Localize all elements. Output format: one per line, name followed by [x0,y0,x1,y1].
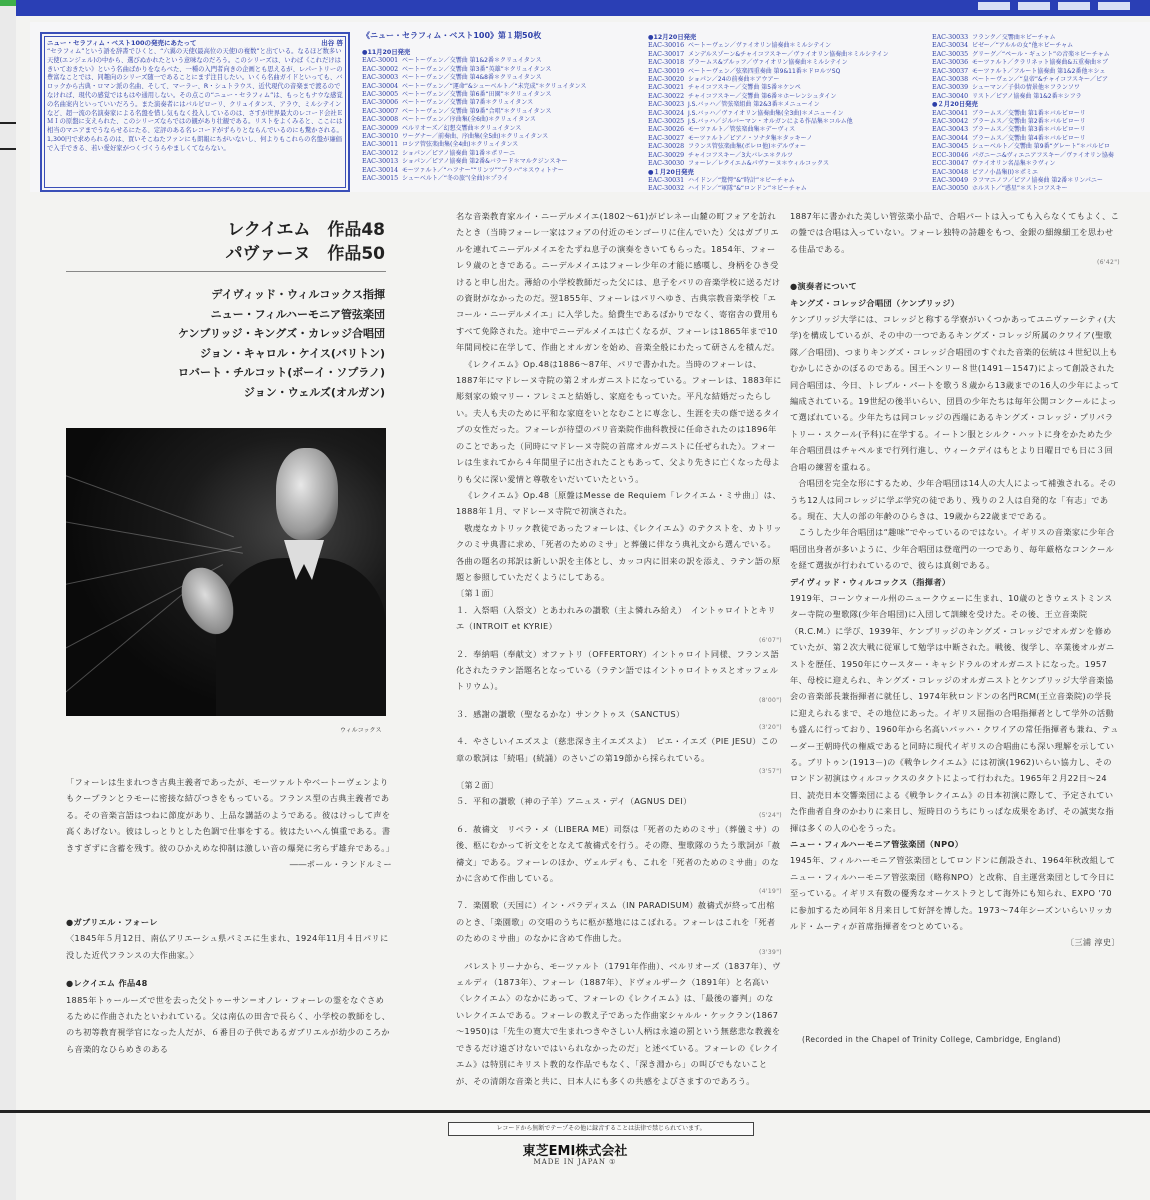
catalog-item [648,42,898,50]
track-time: (3'20") [759,724,782,732]
bottom-rule [0,1110,1150,1113]
catalog-item [362,74,642,82]
credit-line: ジョン・ウェルズ(オルガン) [243,385,385,399]
catalog-number: EAC-30006 [362,99,399,107]
catalog-item [932,110,1150,118]
intro-body: “セラフィム”という語を辞書でひくと、“六翼の天使(最高位の天使)の複数”と出ている。なるほど数多い天使(エンジェル)の中から、選びぬかれたという意味なのだろう。このシリーズは、いわば《これだけはきいておきたい》という名曲ばかりをならべた、一種の入門者向きの企画とも思えるが、レパートリーの豊富なことでは、同趣向のシリーズ随一であることにまず注目したい。いくら名曲ガイドといっても、バロックから古典・ロマン派の名曲、そして、マーラー、R・シュトラウス、近代現代の音楽まで渡るのでなければ、現代の感覚ではもはや通用しない。その点この“ニュー・セラフィム”は、もっともナウな感覚の名曲案内といっていいだろう。また演奏者にはバルビローリ、クリュイタンス、アラウ、ミルシテインなど、超一流の名演奏家による名盤を惜し気もなく投入しているのは、さすが世界最大のレコード会社ＥＭＩの原盤に支えられた、このシリーズならではの観があり壮観である。リストをよくみると、ここには相当のマニアまでうならせるにたる、定評のある名レコードがずらりとならんでいるのにも驚かされる。1,300円で求められるのは、買いそこねたファンにも朗報にちがいないし、何よりもこれらの名盤が廉価で入手できる、若い愛好家がつくづくうらやましくてならない。 [47,48,343,152]
catalog-number: EAC-30010 [362,133,399,141]
catalog-title: ベートーヴェン／交響曲 第1&2番＊クリュイタンス [402,57,542,65]
conductor-body [216,558,386,716]
catalog-item [648,93,898,101]
side-1-label: 〔第１面〕 [456,588,499,599]
catalog-number: EAC-30031 [648,176,685,184]
album-title [226,218,386,266]
edge-mark [0,122,16,124]
catalog-item [648,59,898,67]
performer-credits [178,285,385,402]
made-in-japan: MADE IN JAPAN ① [533,1158,617,1166]
catalog-item [362,108,642,116]
side-2-label: 〔第２面〕 [456,780,499,790]
track-description: １．入祭唱（入祭文）とあわれみの讃歌（主よ憐れみ給え） イントゥロイトとキリエ（INTROIT et KYRIE） [456,604,776,632]
catalog-title: ショパン／ピアノ協奏曲 第1番＊ポリーニ [402,149,516,157]
catalog-number: EAC-30019 [648,67,685,75]
catalog-title: ブラームス／交響曲 第1番＊バルビローリ [972,109,1086,117]
release-date: ●11月20日発売 [362,49,411,56]
green-edge-mark [0,0,16,6]
faure-section [66,914,392,1057]
catalog-title: ラフマニノフ／ピアノ協奏曲 第2番＊リンパニー [972,176,1103,184]
catalog-number: EAC-30027 [648,134,685,142]
catalog-item [362,158,642,166]
faure-bio: 〈1845年５月12日、南仏アリエーシュ県パミエに生まれ、1924年11月４日パリに没した近代フランスの大作曲家。〉 [66,933,389,960]
catalog-list [932,110,1150,194]
catalog-title: ベートーヴェン／序曲集(全6曲)＊クリュイタンス [402,116,536,124]
catalog-item [932,93,1150,101]
catalog-number: EAC-30013 [362,158,399,166]
track-time: (6'42") [1097,259,1120,267]
catalog-item [362,57,642,65]
catalog-title: シューベルト／交響曲 第9番“グレート”＊バルビロ [972,143,1110,151]
npo-heading: ニュー・フィルハーモニア管弦楽団（NPO） [790,839,964,850]
band-tab [1056,0,1092,12]
catalog-title: ハイドン／“驚愕”&“時計”＊ビーチャム [688,176,795,184]
catalog-item [362,125,642,133]
catalog-title: モーツァルト／管弦楽曲集＊デーヴィス [688,126,796,134]
catalog-title: ホルスト／“惑星”＊ストコフスキー [972,185,1068,193]
catalog-title: ブラームス&ブルッフ／ヴァイオリン協奏曲＊ミルシテイン [688,59,848,67]
catalog-number: EAC-30007 [362,107,399,115]
catalog-number: EAC-30014 [362,166,399,174]
catalog-item [648,143,898,151]
catalog-item [932,160,1150,168]
catalog-title: ブラームス／交響曲 第2番＊バルビローリ [972,118,1086,126]
willcocks-heading: デイヴィッド・ウィルコックス（指揮者） [790,576,951,587]
credit-line: ケンブリッジ・キングズ・カレッジ合唱団 [177,327,385,340]
catalog-column-2 [648,34,898,194]
requiem-body: 1885年トゥールーズで世を去った父トゥーサン＝オノレ・フォーレの霊をなぐさめるために作曲されたといわれている。父は南仏の田舎で長らく、小学校の教師をし、のち初等教育視学官になった人だが、６番目の子供であるガブリエルが幼少のころから音楽的なひらめきのある [66,994,391,1054]
intro-title-row [47,38,343,47]
track-item [456,793,782,820]
catalog-item [648,68,898,76]
track-description: ２．奉納唱（奉献文）オファトリ（OFFERTORY）イントゥロイト同様、フランス語化されたラテン語題名となっている（ラテン語ではイントゥロイトゥスとオッフェルトリウム）。 [456,648,779,692]
catalog-number: EAC-30008 [362,116,399,124]
catalog-title: チャイコフスキー／3大バレエ＊クルツ [688,151,793,159]
track-item [456,897,782,957]
catalog-item [932,185,1150,193]
track-time: (3'57") [759,768,782,775]
track-item [456,821,782,898]
credit-line: ロバート・チルコット(ボーイ・ソプラノ) [178,366,385,379]
top-blue-band [16,0,1150,16]
catalog-title: ハイドン／“軍隊”&“ロンドン”＊ビーチャム [688,185,807,193]
catalog-item [648,126,898,134]
catalog-number: EAC-30050 [932,185,969,193]
catalog-item [932,169,1150,177]
catalog-heading: 《ニュー・セラフィム・ベスト100》第１期50枚 [362,31,542,40]
catalog-title: ショパン／24の前奏曲＊アウアー [688,76,780,84]
catalog-number: EAC-30036 [932,59,969,67]
catalog-title: チャイコフスキー／交響曲 第6番＊ホーレンシュタイン [688,92,837,100]
catalog-title: ベートーヴェン／“皇帝”&チャイコフスキー／ピア [972,76,1108,84]
catalog-title: メンデルスゾーン&チャイコフスキー／ヴァイオリン協奏曲＊ミルシテイン [688,50,889,58]
catalog-number: EAC-30023 [648,101,685,109]
catalog-number: EAC-30039 [932,84,969,92]
catalog-title: J.S.バッハ／管弦楽組曲 第2&3番＊メニューイン [688,101,820,109]
paragraph: 名な音楽教育家ルイ・ニーデルメイエ(1802～61)がピレネー山麓の町フォアを訪れたとき（当時フォーレ一家はフォアの付近のモンゴーリに住んでいた）父はガブリエルを連れてニーデルメイエをたずね息子の演奏をきいてもらった。1854年、フォーレ９歳のときである。ニーデルメイエはフォーレ少年の才能に感嘆し、身柄をひき受けると申し出た。薄給の小学校教師だった父には、息子をパリの音楽学校に送るだけの資財がなかったのだ。翌1855年、フォーレはパリへゆき、古典宗教音楽学校「エコール・ニーデルメイエ」に入学した。給費生であるばかりでなく、寄宿舎の費用もすべて免除された。途中でニーデルメイエは亡くなるが、フォーレは1865年まで10年間同校に在学して、作曲とオルガンを始め、音楽全般にわたって研さんを積んだ。 [456,211,781,353]
catalog-title: フランス管弦楽曲集(ボレロ他)＊デルヴォー [688,143,806,151]
catalog-number: EAC-30035 [932,50,969,58]
catalog-item [648,185,898,193]
catalog-title: ベートーヴェン／ヴァイオリン協奏曲＊ミルシテイン [688,42,831,50]
photo-caption: ウィルコックス [340,727,382,734]
credit-line: デイヴィッド・ウィルコックス指揮 [211,288,385,301]
band-tab [1016,0,1052,12]
catalog-item [648,152,898,160]
catalog-number: EAC-30048 [932,168,969,176]
track-time: (3'39") [759,948,782,956]
title-divider [66,271,386,272]
catalog-number: EAC-30029 [648,151,685,159]
catalog-number: EAC-30005 [362,91,399,99]
catalog-item [932,152,1150,160]
intro-author: 出谷 啓 [321,39,343,47]
catalog-list [648,177,898,194]
catalog-title: ワーグナー／前奏曲、序曲集(全5曲)＊クリュイタンス [402,133,549,141]
catalog-title: ベートーヴェン／弦楽四重奏曲 第9&11番＊ドロルツSQ [688,67,841,75]
catalog-number: EAC-30049 [932,176,969,184]
catalog-title: J.S.バッハ／ジルバーマン・オルガンによる作品集＊コルム他 [688,118,853,126]
paragraph: 《レクイエム》Op.48は1886～87年、パリで書かれた。当時のフォーレは、1887年にマドレーヌ寺院の第２オルガニストになっている。フォーレは、1883年に彫刻家の娘マリー・フレミエと結婚し、家庭をもっていた。平凡な結婚だったらしい。夫人も夫のために平和な家庭をいとなむことに専念し、生涯を夫の蔭で送るタイプの女性だった。フォーレが待望のパリ音楽院作曲科教授に任命されたのは1896年のことであった（同時にマドレーヌ寺院の首席オルガニストに任ぜられた）。フォーレは生まれてから４年間里子に出されたこともあって、父より先きに亡くなった母よりも父に深い愛情と尊敬をいだいていたという。 [456,358,782,484]
catalog-number: EAC-30034 [932,42,969,50]
catalog-item [362,175,642,183]
catalog-number: EAC-30022 [648,92,685,100]
title-pavane: パヴァーヌ 作品50 [225,244,385,264]
catalog-title: ビゼー／“アルルの女”他＊ビーチャム [972,42,1074,50]
catalog-title: リスト／ピアノ協奏曲 第1&2番＊シフラ [972,92,1082,100]
catalog-item [648,51,898,59]
catalog-item [932,68,1150,76]
band-tab [976,0,1012,12]
catalog-number: EAC-30043 [932,126,969,134]
catalog-number: EAC-30030 [648,160,685,168]
catalog-item [932,42,1150,50]
paragraph: こうした少年合唱団は“趣味”でやっているのではない。イギリスの音楽家に少年合唱団出身者が多いように、少年合唱団は登竜門の一つであり、毎年厳格なコンクールを経て選抜が行われているので、彼らは真剣である。 [790,527,1115,571]
catalog-title: パガニーニ&ヴィエニアフスキー／ヴァイオリン協奏 [972,151,1114,159]
catalog-number: EAC-30038 [932,76,969,84]
release-date: ●１月20日発売 [648,168,694,176]
edge-mark [0,148,16,150]
catalog-title: モーツァルト／“ハフナー”“リンツ”“プラハ”＊スウィトナー [402,166,564,174]
left-edge-strip [0,0,16,1200]
track-description: ３．感謝の讃歌（聖なるかな）サンクトゥス（SANCTUS） [456,708,685,719]
catalog-title: グリーグ／“ペール・ギュント”の音楽＊ビーチャム [972,50,1110,58]
catalog-number: EAC-30042 [932,118,969,126]
catalog-number: EAC-30002 [362,65,399,73]
catalog-column-1 [362,30,642,184]
catalog-number: EAC-30028 [648,143,685,151]
catalog-item [932,84,1150,92]
track-description: ６．赦禱文 リベラ・メ（LIBERA ME）司祭は「死者のためのミサ」（葬儀ミサ）の後、柩にむかって祈文をとなえて赦禱式を行う。その際、聖歌隊のうたう歌詞が「赦禱文」である。フォーレのほか、ヴェルディも、これを「死者のためのミサ曲」のなかに含めて作曲している。 [456,823,781,884]
catalog-item [648,160,898,168]
catalog-number: ECC-30047 [932,160,969,168]
catalog-title: ベートーヴェン／交響曲 第7番＊クリュイタンス [402,99,534,107]
credit-line: ニュー・フィルハーモニア管弦楽団 [210,307,385,321]
catalog-title: J.S.バッハ／ヴァイオリン協奏曲集(全3曲)＊メニューイン [688,109,844,117]
catalog-number: EAC-30003 [362,74,399,82]
catalog-title: シューベルト／“冬の旅”(全曲)＊プライ [402,175,509,183]
catalog-number: EAC-30004 [362,82,399,90]
catalog-item [648,101,898,109]
notes-column-2 [456,208,782,1089]
conductor-photo [66,428,386,716]
catalog-number: EAC-30021 [648,84,685,92]
catalog-number: EAC-30012 [362,149,399,157]
catalog-title: フランク／交響曲＊ビーチャム [972,34,1056,41]
release-date: ●12月20日発売 [648,34,697,41]
light-ray [66,579,200,708]
catalog-item [362,66,642,74]
catalog-item [362,99,642,107]
track-description: ７．楽園歌（天国に）イン・パラディスム（IN PARADISUM）赦禱式が終って出棺のとき、「楽園歌」の交唱のうちに柩が墓地にはこばれる。フォーレはこれを「死者のためのミサ曲」のなかに含めて作曲した。 [456,900,776,944]
light-ray [66,518,243,554]
notes-column-3 [790,208,1120,951]
catalog-title: モーツァルト／フルート協奏曲 第1&2番他＊シェ [972,67,1106,75]
catalog-item [932,51,1150,59]
catalog-number: EAC-30037 [932,67,969,75]
catalog-title: ベートーヴェン／“運命”&シューベルト／“未完成”＊クリュイタンス [402,82,587,90]
catalog-title: モーツァルト／クラリネット協奏曲&五重奏曲＊ブ [972,59,1109,67]
quote-attribution: ――ポール・ランドルミー [289,859,392,870]
paragraph: パレストリーナから、モーツァルト（1791年作曲）、ベルリオーズ（1837年）、ヴェルディ（1873年）、フォーレ（1887年）、ドヴォルザーク（1891年）と名高い〈レクイエム〉のなかにあって、フォーレの《レクイエム》は、「最後の審判」のないレクイエムである。フォーレの教え子であった作曲家シャルル・ケックラン(1867～1950)は「先生の寛大で生まれつきやさしい人柄は永遠の罰という無慈悲な教義をできるだけ遠ざけないではいられなかったのだ」と述べている。フォーレの《レクイエム》は特別にキリスト教的な作品でもなく、「深き淵から」の叫びでもないことが、その清朗な音楽と共に、日本人にも多くの共感をよびさますのであろう。 [456,960,781,1086]
track-item [456,706,782,733]
author-signature: 〔三浦 淳史〕 [1065,937,1120,948]
kings-college-heading: キングズ・コレッジ合唱団（ケンブリッジ） [790,297,960,308]
track-item [456,733,782,777]
conductor-head [276,448,338,540]
band-tab [1096,0,1132,12]
catalog-title: モーツァルト／ピアノ・ソナタ集＊タッキーノ [688,134,813,142]
catalog-item [932,126,1150,134]
track-list-side-2 [456,793,782,957]
catalog-title: ヴァイオリン名品集＊ラヴィン [972,160,1056,168]
catalog-number: EAC-30045 [932,143,969,151]
catalog-number: EAC-30041 [932,109,969,117]
catalog-title: ロシア管弦楽曲集(全4曲)＊クリュイタンス [402,141,519,149]
catalog-number: EAC-30017 [648,50,685,58]
paragraph: 敬虔なカトリック教徒であったフォーレは、《レクイエム》のテクストを、カトリックのミサ典書に求め、「死者のためのミサ」と葬儀に伴なう典礼文から選んでいる。各曲の題名の邦訳は新しい訳を主体とし、カッコ内に旧来の訳を添え、ラテン語の原題と参照していただくようにしてある。 [456,522,782,582]
catalog-title: ベートーヴェン／交響曲 第3番“英雄”＊クリュイタンス [402,65,552,73]
faure-heading: ●ガブリエル・フォーレ [66,917,158,927]
track-time: (4'19") [759,888,782,896]
catalog-title: ベートーヴェン／交響曲 第6番“田園”＊クリュイタンス [402,91,552,99]
catalog-number: EAC-30011 [362,141,399,149]
paragraph: 合唱団を完全な形にするため、少年合唱団は14人の大人によって補強される。そのうち12人は同コレッジに学ぶ学究の徒であり、残りの２人は自発的な「有志」である。現在、大人の部の年齢のひらきは、19歳から22歳までである。 [790,478,1117,521]
catalog-item [648,110,898,118]
track-time: (6'07") [759,636,782,644]
catalog-title: ベートーヴェン／交響曲 第4&8番＊クリュイタンス [402,74,542,82]
track-list-side-1 [456,602,782,777]
catalog-number: EAC-30016 [648,42,685,50]
copyright-notice: レコードから無断でテープその他に録音することは法律で禁じられています。 [448,1122,754,1136]
paragraph: 1945年、フィルハーモニア管弦楽団としてロンドンに創設され、1964年秋改組してニュー・フィルハーモニア管弦楽団（略称NPO）と改称、自主運営楽団として今日に至っている。イギリス有数の優秀なオーケストラとして海外にも知られ、EXPO '70 に参加するため同年８月来日して好評を博した。1973～74年シーズンいらいリッカルド・ムーティが首席指揮者をつとめている。 [790,855,1116,932]
pavane-text: 1887年に書かれた美しい管弦楽小品で、合唱パートは入っても入らなくてもよく、この盤では合唱は入っていない。フォーレ独特の詩趣をもつ、金銀の細線細工を思わせる佳品である。 [790,211,1120,254]
track-item [456,602,782,646]
catalog-number: EAC-30040 [932,92,969,100]
paragraph: ケンブリッジ大学には、コレッジと称する学寮がいくつかあってユニヴァーシティ(大学)を構成しているが、その中の一つであるキングズ・コレッジ所属のクワイア(聖歌隊／合唱団)、つまりキングズ・コレッジ合唱団のすぐれた音楽的伝統は４世紀以上もむかしにさかのぼるのである。国王ヘンリー８世(1491－1547)によって創設された同合唱団は、今日、トレブル・パートを歌う８歳から13歳までの16人の少年によって編成されている。19世紀の後半いらい、団員の少年たちは毎年公開コンクールによって選ばれている。少年たちは同コレッジの西端にあるキングズ・コレッジ・プリパラトリー・スクール(予科)に在学する。イートン服とシルク・ハットに身をかためた少年合唱団員はチャペルまで行列行進し、ウィークデイはもとより日曜日でも日に３回合唱の練習を重ねる。 [790,314,1120,472]
catalog-item [932,59,1150,67]
catalog-list [362,57,642,183]
track-time: (8'00") [759,696,782,704]
catalog-number: EAC-30026 [648,126,685,134]
catalog-item [362,83,642,91]
catalog-title: ブラームス／交響曲 第4番＊バルビローリ [972,134,1086,142]
catalog-column-3 [932,34,1150,194]
catalog-title: シューマン／子供の情景他＊フランソワ [972,84,1080,92]
catalog-title: ブラームス／交響曲 第3番＊バルビローリ [972,126,1086,134]
catalog-title: チャイコフスキー／交響曲 第5番＊ケンペ [688,84,801,92]
catalog-list [932,34,1150,101]
catalog-number: EAC-30001 [362,57,399,65]
paragraph: 《レクイエム》Op.48〔原盤はMesse de Requiem「レクイエム・ミサ曲」〕は、1888年１月、マドレーヌ寺院で初演された。 [456,489,781,517]
track-description: ４．やさしいイエズスよ（慈悲深き主イエズスよ） ピエ・イエズ（PIE JESU）この章の歌詞は「続唱」(続誦）のさいごの第19節から採られている。 [456,736,778,763]
catalog-number: ECC-30046 [932,151,969,159]
credit-line: ジョン・キャロル・ケイス(バリトン) [200,346,385,360]
catalog-title: ベルリオーズ／幻想交響曲＊クリュイタンス [402,124,522,132]
catalog-item [362,116,642,124]
title-requiem: レクイエム 作品48 [227,220,385,240]
company-name: 東芝EMI株式会社 [522,1144,628,1159]
track-time: (5'24") [759,811,782,819]
recording-location: (Recorded in the Chapel of Trinity College, Cambridge, England) [802,1035,1061,1044]
release-date: ●２月20日発売 [932,101,978,109]
catalog-item [648,84,898,92]
catalog-item [362,167,642,175]
catalog-title: ベートーヴェン／交響曲 第9番“合唱”＊クリュイタンス [402,107,552,115]
catalog-title: フォーレ／レクイエム&パヴァーヌ＊ウィルコックス [688,160,829,168]
catalog-item [932,143,1150,151]
catalog-number: EAC-30025 [648,118,685,126]
catalog-number: EAC-30015 [362,175,399,183]
catalog-number: EAC-30044 [932,134,969,142]
track-item [456,646,782,706]
catalog-title: ピアノ小品集(I)＊ポミエ [972,168,1038,176]
catalog-number: EAC-30020 [648,76,685,84]
catalog-title: ショパン／ピアノ協奏曲 第2番&バラード＊マルクジンスキー [402,158,568,166]
faure-quote: 「フォーレは生まれつき古典主義者であったが、モーツァルトやベートーヴェンよりもクープランとラモーに密接な結びつきをもっている。フランス型の古典主義者である。その音楽言語はつねに節度があり、上品な講話のようである。彼はけっして声を高くあげない。彼はしっとりとした色調で仕事をする。彼はたいへん慎重である。書きすぎずに含蓄を残す。彼のひかえめな抑制は激しい音の爆発に劣らず雄弁である。」 [66,777,395,853]
requiem-heading: ●レクイエム 作品48 [66,978,148,989]
performers-heading: ●演奏者について [790,281,858,292]
catalog-list [648,42,898,168]
catalog-number: EAC-30009 [362,124,399,132]
series-intro-box [40,32,350,192]
catalog-number: EAC-30033 [932,34,969,41]
catalog-number: EAC-30024 [648,109,685,117]
catalog-item [362,141,642,149]
intro-title: ニュー・セラフィム・ベスト100の発売にあたって [47,39,197,47]
quote-block [66,774,395,872]
catalog-number: EAC-30032 [648,185,685,193]
track-description: ５．平和の讃歌（神の子羊）アニュス・デイ（AGNUS DEI） [456,796,692,807]
catalog-number: EAC-30018 [648,59,685,67]
paragraph: 1919年、コーンウォール州のニュークウェーに生まれ、10歳のときウェストミンスター寺院の聖歌隊(少年合唱団)に入団して訓練を受けた。その後、王立音楽院（R.C.M.）に学び、1939年、ケンブリッジのキングズ・コレッジでオルガンを修めていたが、第２次大戦に従軍して勉学は中断された。戦後、復学し、卒業後オルガニストを歴任、1950年にウースター・キャシドラルのオルガニストになった。1957年、母校に迎えられ、キングズ・コレッジのオルガニストとケンブリッジ大学音楽協会の音楽部長兼指揮者に就任し、1974年秋ロンドンの名門RCM(王立音楽院)の学長に迎えられるまで、その地位にあった。イギリス屈指の合唱指揮者として学外の活動も盛んに行っており、1960年から名高いバッハ・クワイアの常任指揮者も兼ね、テューダー王朝時代の権威であると同時に現代イギリスの合唱曲にも深い理解を示している。ブリトゥン(1913－)の《戦争レクイエム》には初演(1962)いらい協力し、そのロンドン初演はウィルコックスのタクトによって行われた。1965年２月22日～24日、読売日本交響楽団による《戦争レクイエム》の日本初演に際して、予定されていた作曲者自身のかわりに来日し、短時日のうちにりっぱな成果をあげ、その誠実な指揮は多くの人の心をうった。 [790,592,1119,833]
